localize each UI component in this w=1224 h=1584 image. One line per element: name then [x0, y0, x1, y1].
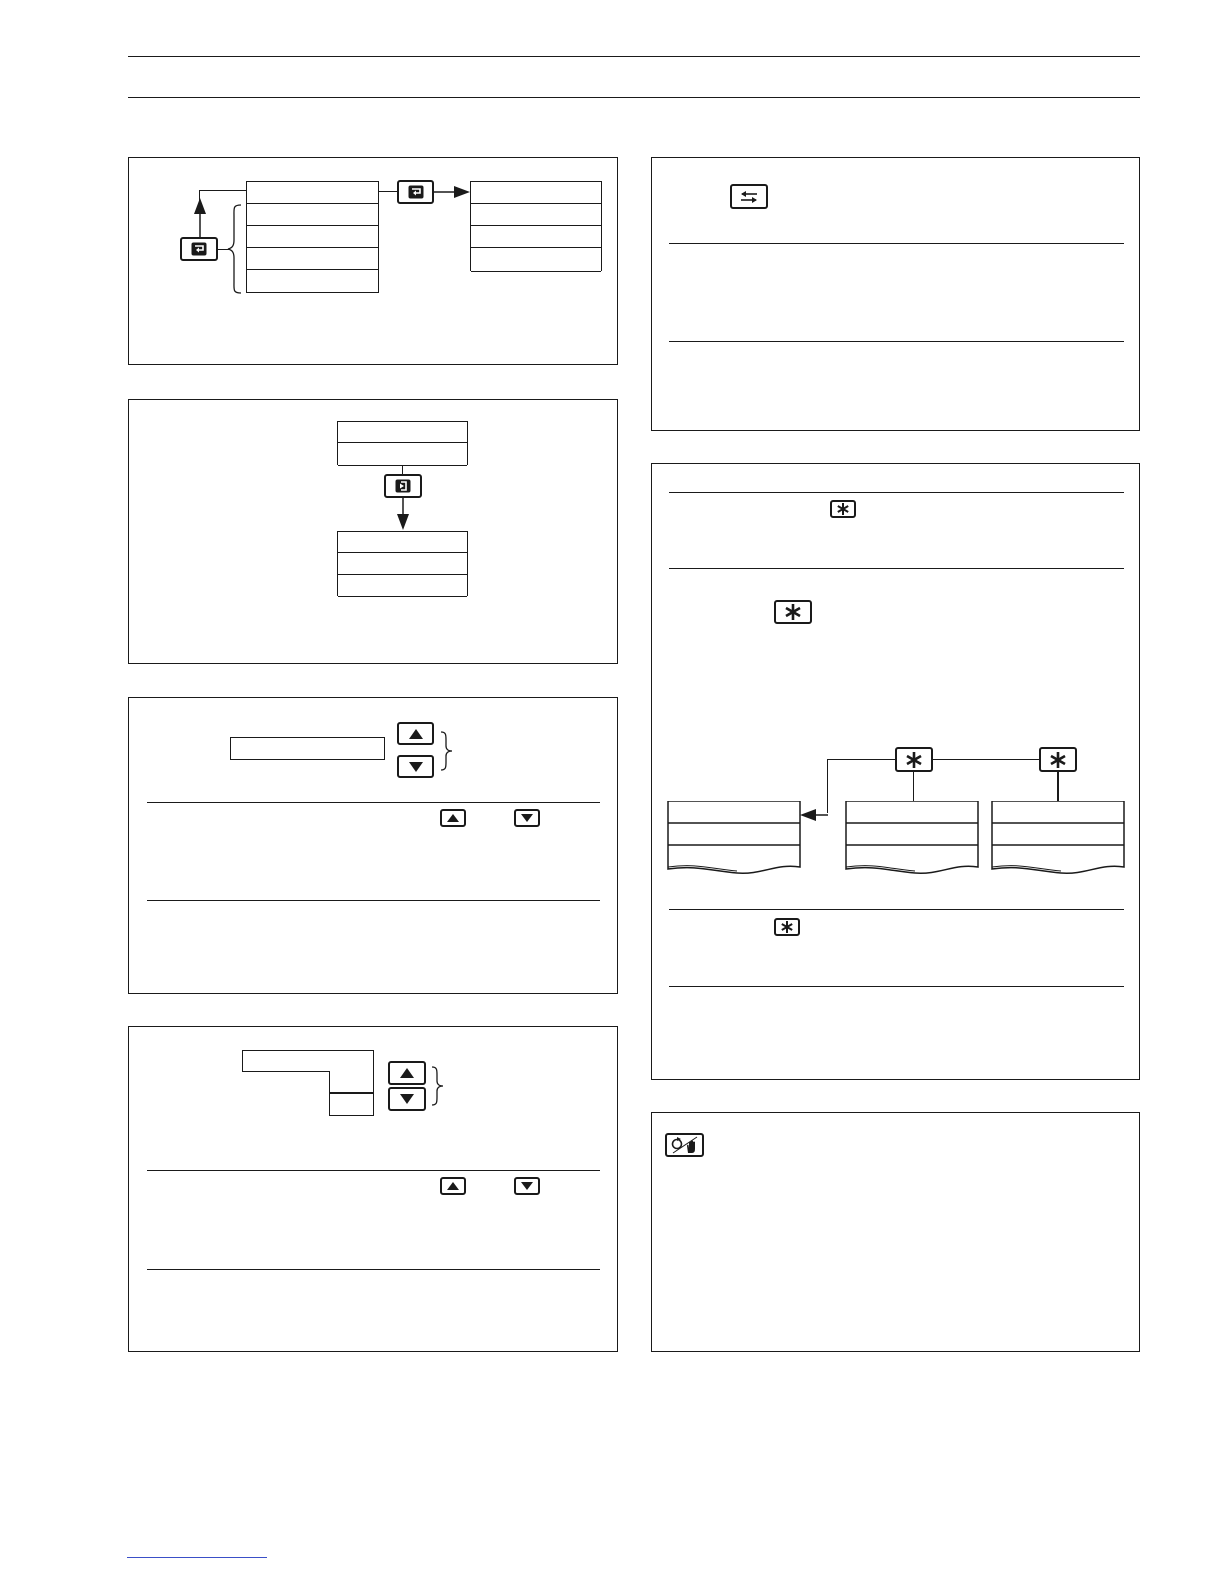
- separator: [147, 1170, 600, 1171]
- asterisk-key-icon: [837, 503, 849, 515]
- separator: [669, 341, 1124, 342]
- function-key-button[interactable]: [730, 184, 768, 209]
- list-row: [247, 182, 378, 204]
- asterisk-key-button[interactable]: [774, 600, 812, 624]
- asterisk-key-button[interactable]: [895, 747, 933, 772]
- asterisk-key-icon: [785, 604, 801, 620]
- multi-digit-panel: [128, 1026, 618, 1352]
- lower-key-inline: [514, 1177, 540, 1195]
- asterisk-key-icon: [1050, 752, 1066, 768]
- page-key-button[interactable]: [180, 237, 218, 261]
- down-arrow-icon: [521, 1182, 533, 1190]
- asterisk-key-icon: [906, 752, 922, 768]
- brace: [431, 1066, 445, 1106]
- separator: [669, 243, 1124, 244]
- parameter-list: [667, 801, 802, 877]
- up-arrowhead: [193, 198, 207, 238]
- asterisk-key-panel: [651, 463, 1140, 1080]
- asterisk-key-button[interactable]: [1039, 747, 1077, 772]
- list-row: [471, 226, 601, 248]
- separator: [669, 909, 1124, 910]
- raise-key-inline: [440, 809, 466, 827]
- left-arrowhead: [800, 808, 828, 822]
- parameter-list: [337, 421, 468, 465]
- scroll-key-icon: [395, 479, 411, 493]
- separator: [669, 986, 1124, 987]
- separator: [669, 568, 1124, 569]
- page-key-button[interactable]: [397, 180, 434, 204]
- up-arrow-icon: [447, 814, 459, 822]
- auto-manual-panel: [651, 1112, 1140, 1352]
- parameter-list: [246, 181, 379, 293]
- page-key-panel: [128, 157, 618, 365]
- scroll-key-panel: [128, 399, 618, 664]
- connector-line: [827, 759, 828, 813]
- value-display: [242, 1050, 374, 1072]
- up-arrow-icon: [447, 1182, 459, 1190]
- list-row: [247, 270, 378, 293]
- separator: [147, 1269, 600, 1270]
- asterisk-key-inline: [774, 918, 800, 936]
- connector-line: [379, 191, 397, 192]
- list-row: [338, 443, 467, 466]
- down-arrow-icon: [409, 762, 423, 772]
- list-row: [338, 532, 467, 553]
- list-row: [338, 553, 467, 575]
- page-key-icon: [408, 185, 424, 199]
- digit-box: [329, 1093, 374, 1116]
- list-row: [338, 422, 467, 443]
- up-arrow-icon: [400, 1068, 414, 1078]
- list-row: [247, 204, 378, 226]
- brace: [440, 731, 454, 771]
- lower-key-inline: [514, 809, 540, 827]
- connector-line: [1057, 772, 1059, 801]
- value-display: [230, 737, 385, 760]
- parameter-list: [337, 531, 468, 596]
- up-arrow-icon: [409, 729, 423, 739]
- page-key-icon: [191, 242, 207, 256]
- function-key-panel: [651, 157, 1140, 431]
- down-arrow-icon: [521, 814, 533, 822]
- down-arrow-icon: [400, 1094, 414, 1104]
- list-row: [471, 182, 601, 204]
- list-row: [471, 204, 601, 226]
- lower-button[interactable]: [388, 1087, 426, 1111]
- down-arrowhead: [396, 498, 410, 532]
- parameter-list: [845, 801, 980, 877]
- list-row: [247, 248, 378, 270]
- list-row: [338, 575, 467, 597]
- raise-button[interactable]: [397, 722, 434, 745]
- auto-manual-key-icon: [669, 1136, 701, 1154]
- digit-box: [329, 1071, 374, 1093]
- parameter-list: [991, 801, 1126, 877]
- asterisk-key-icon: [781, 921, 793, 933]
- connector-line: [933, 759, 1039, 760]
- lower-button[interactable]: [397, 755, 434, 778]
- separator: [147, 802, 600, 803]
- connector-line: [913, 772, 914, 801]
- footer-link-underline[interactable]: [127, 1557, 267, 1558]
- function-key-icon: [739, 190, 759, 204]
- connector-line: [827, 759, 895, 760]
- brace: [227, 204, 243, 294]
- header-top-rule: [128, 56, 1140, 57]
- header-bottom-rule: [128, 97, 1140, 98]
- auto-manual-button[interactable]: [665, 1133, 704, 1157]
- next-page-list: [470, 181, 602, 271]
- raise-key-inline: [440, 1177, 466, 1195]
- scroll-key-button[interactable]: [384, 474, 422, 498]
- raise-lower-panel: [128, 697, 618, 994]
- separator: [147, 900, 600, 901]
- asterisk-key-inline: [830, 500, 856, 518]
- list-row: [247, 226, 378, 248]
- raise-button[interactable]: [388, 1061, 426, 1085]
- connector-line: [199, 190, 247, 191]
- separator: [669, 492, 1124, 493]
- list-row: [471, 248, 601, 272]
- right-arrowhead: [434, 185, 470, 199]
